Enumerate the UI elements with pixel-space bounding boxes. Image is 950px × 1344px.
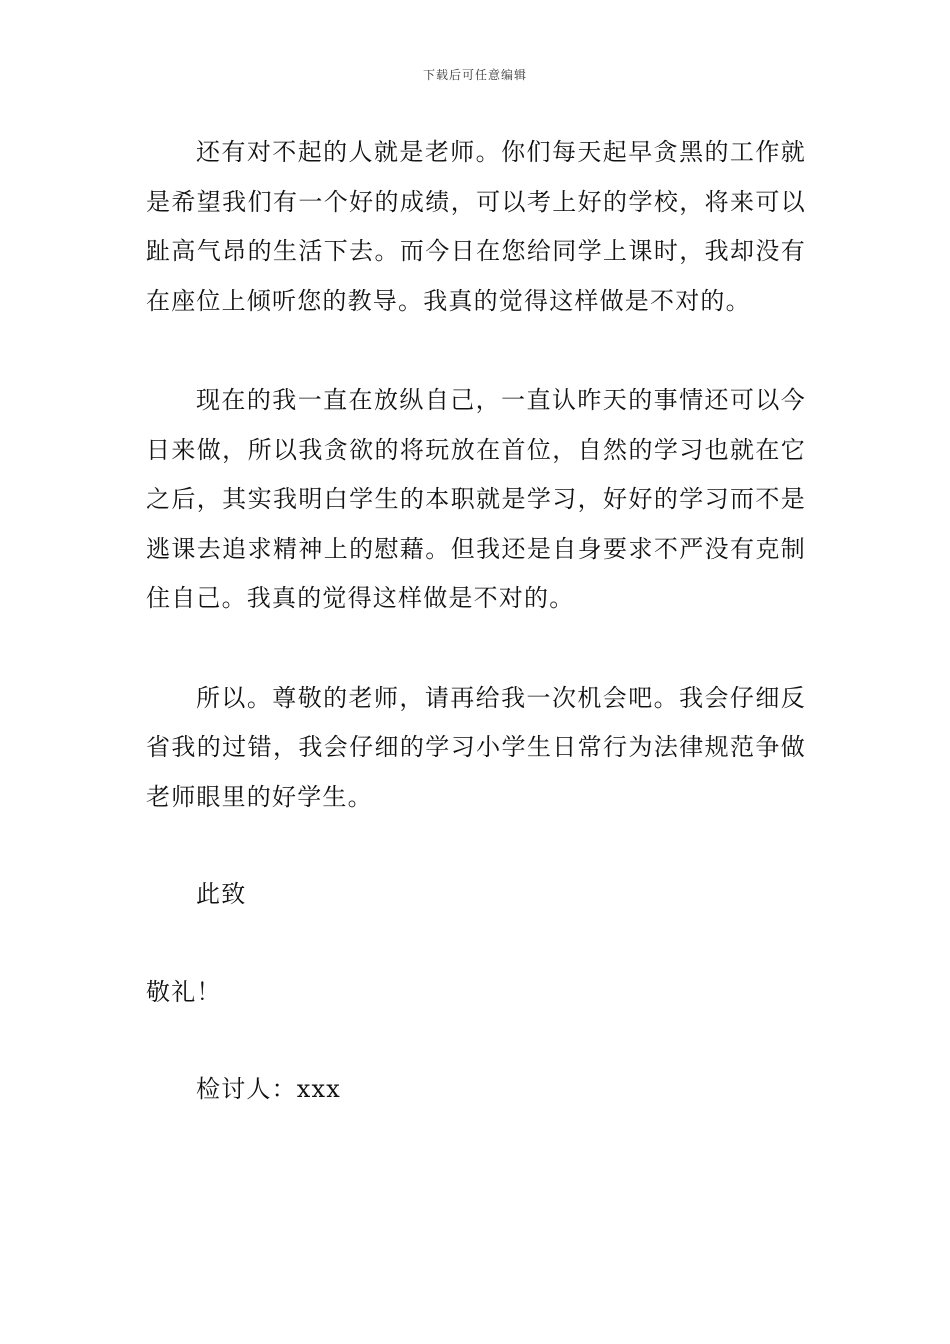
paragraph-spacer xyxy=(146,920,806,968)
closing-salutation: 此致 xyxy=(196,880,247,908)
header-note: 下载后可任意编辑 xyxy=(422,68,527,82)
letter-body xyxy=(146,128,806,1115)
paragraph-spacer xyxy=(146,822,806,870)
paragraph-apology-teacher: 还有对不起的人就是老师。你们每天起早贪黑的工作就是希望我们有一个好的成绩，可以考上好的学校，将来可以趾高气昂的生活下去。而今日在您给同学上课时，我却没有在座位上倾听您的教导。我真的觉得这样做是不对的。 xyxy=(146,138,806,315)
paragraph-request: 所以。尊敬的老师，请再给我一次机会吧。我会仔细反省我的过错，我会仔细的学习小学生日常行为法律规范争做老师眼里的好学生。 xyxy=(146,683,806,811)
signature: 检讨人：xxx xyxy=(196,1075,342,1103)
closing-respect: 敬礼！ xyxy=(146,977,222,1006)
paragraph-spacer xyxy=(146,326,806,376)
paragraph-self-reflection: 现在的我一直在放纵自己，一直认昨天的事情还可以今日来做，所以我贪欲的将玩放在首位，自然的学习也就在它之后，其实我明白学生的本职就是学习，好好的学习而不是逃课去追求精神上的慰藉。但我还是自身要求不严没有克制住自己。我真的觉得这样做是不对的。 xyxy=(146,386,806,612)
paragraph-spacer xyxy=(146,624,806,674)
paragraph-spacer xyxy=(146,1017,806,1065)
